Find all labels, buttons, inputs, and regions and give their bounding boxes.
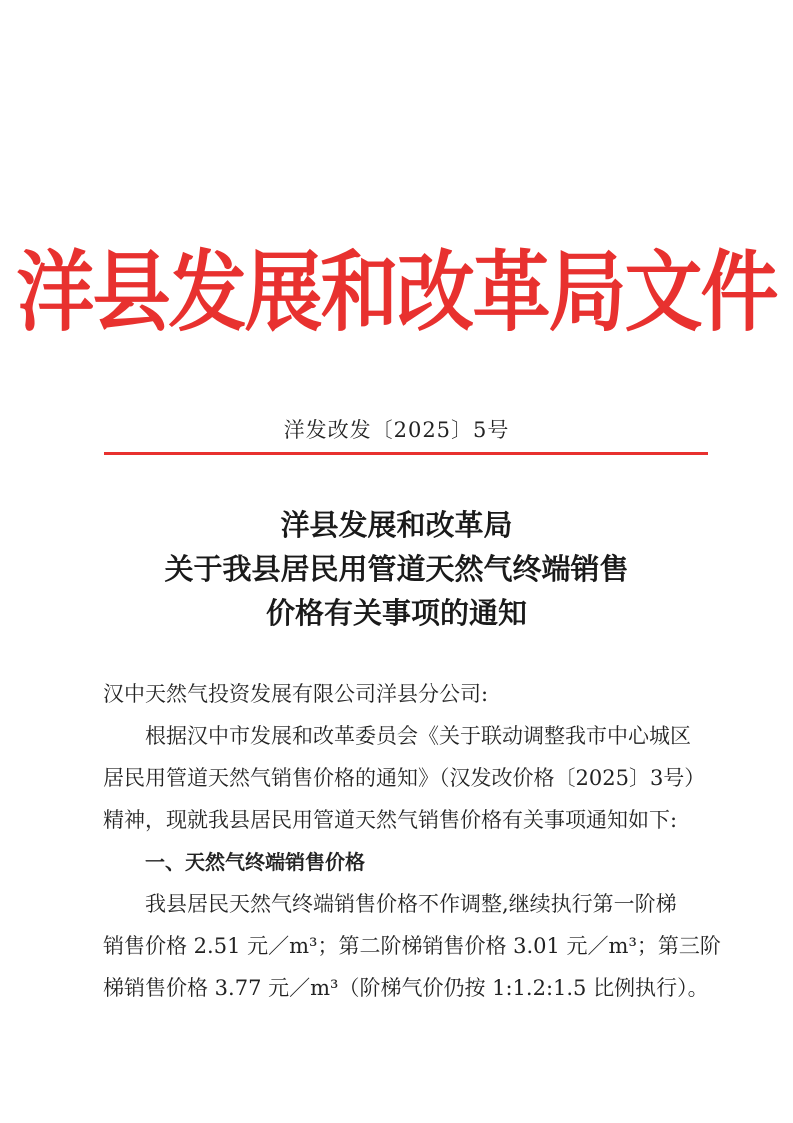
paragraph2-line-2: 销售价格 2.51 元／m³；第二阶梯销售价格 3.01 元／m³；第三阶 xyxy=(103,934,721,958)
paragraph1-line-2: 居民用管道天然气销售价格的通知》（汉发改价格〔2025〕3号） xyxy=(103,766,706,790)
title-line-1: 洋县发展和改革局 xyxy=(280,508,513,542)
document-title xyxy=(0,503,793,635)
document-masthead: 洋县发展和改革局文件 xyxy=(16,242,777,344)
paragraph1-line-1: 根据汉中市发展和改革委员会《关于联动调整我市中心城区 xyxy=(145,724,691,748)
title-line-3: 价格有关事项的通知 xyxy=(265,596,527,630)
paragraph2-line-3: 梯销售价格 3.77 元／m³（阶梯气价仍按 1:1.2:1.5 比例执行）。 xyxy=(103,976,709,1000)
paragraph1-line-3: 精神，现就我县居民用管道天然气销售价格有关事项通知如下: xyxy=(103,808,678,832)
title-line-2: 关于我县居民用管道天然气终端销售 xyxy=(164,552,629,586)
recipient: 汉中天然气投资发展有限公司洋县分公司: xyxy=(103,682,489,706)
document-number: 洋发改发〔2025〕5号 xyxy=(283,418,510,442)
document-body xyxy=(103,673,721,1009)
paragraph2-line-1: 我县居民天然气终端销售价格不作调整,继续执行第一阶梯 xyxy=(145,892,677,916)
red-divider-line xyxy=(104,452,708,455)
section1-heading: 一、天然气终端销售价格 xyxy=(145,850,365,874)
